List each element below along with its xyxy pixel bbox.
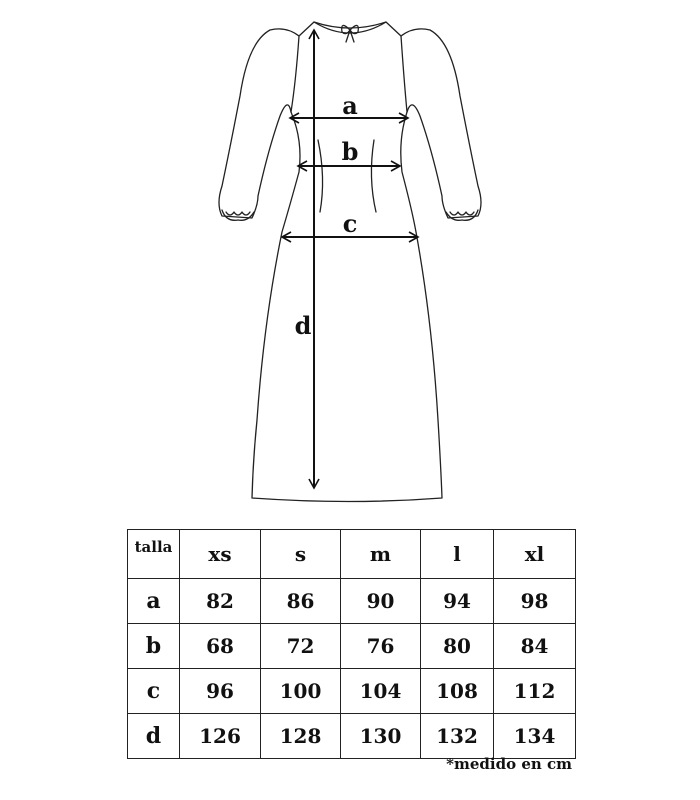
table-cell: 72 [261,624,341,669]
table-cell: 104 [341,669,421,714]
table-cell: 132 [421,714,494,759]
table-cell: 94 [421,579,494,624]
label-b: b [341,137,359,166]
label-c: c [342,209,358,238]
row-key: d [128,714,180,759]
right-sleeve [401,29,481,218]
label-a: a [342,91,358,120]
measurement-note: *medido en cm [446,755,572,773]
table-cell: 68 [180,624,261,669]
table-cell: 80 [421,624,494,669]
table-cell: 108 [421,669,494,714]
table-cell: 128 [261,714,341,759]
table-cell: 134 [494,714,576,759]
label-d: d [294,311,312,340]
header-size-m: m [341,530,421,579]
table-cell: 112 [494,669,576,714]
table-cell: 84 [494,624,576,669]
header-size-s: s [261,530,341,579]
row-key: b [128,624,180,669]
left-sleeve [219,29,299,218]
table-cell: 130 [341,714,421,759]
header-size-xs: xs [180,530,261,579]
table-cell: 82 [180,579,261,624]
header-talla: talla [128,530,180,579]
table-header-row [128,530,576,579]
row-key: c [128,669,180,714]
table-row [128,579,576,624]
table-row [128,624,576,669]
size-table [127,529,576,759]
header-size-xl: xl [494,530,576,579]
table-row [128,714,576,759]
right-dart [371,140,376,212]
header-size-l: l [421,530,494,579]
table-cell: 76 [341,624,421,669]
row-key: a [128,579,180,624]
table-cell: 98 [494,579,576,624]
left-dart [318,140,323,212]
table-cell: 100 [261,669,341,714]
table-row [128,669,576,714]
table-cell: 86 [261,579,341,624]
table-cell: 96 [180,669,261,714]
table-cell: 90 [341,579,421,624]
table-cell: 126 [180,714,261,759]
